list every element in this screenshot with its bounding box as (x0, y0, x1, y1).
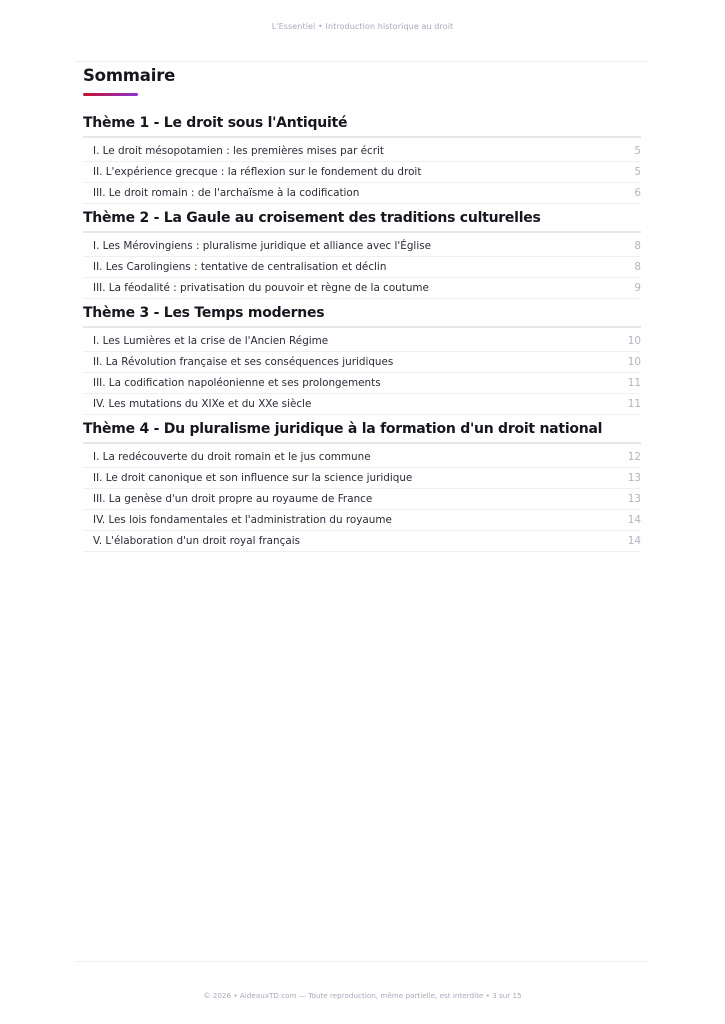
toc-entry-label: II. Les Carolingiens : tentative de centralisation et déclin (93, 261, 387, 273)
toc-entry-label: II. Le droit canonique et son influence sur la science juridique (93, 472, 413, 484)
toc-entry[interactable] (83, 162, 641, 183)
page-title: Sommaire (83, 66, 176, 85)
toc-entry-page: 10 (627, 356, 641, 368)
toc-entry-page: 14 (627, 514, 641, 526)
toc-entry[interactable] (83, 257, 641, 278)
toc-entry-label: I. Les Mérovingiens : pluralisme juridique et alliance avec l'Église (93, 240, 432, 252)
toc-entry-label: II. L'expérience grecque : la réflexion sur le fondement du droit (93, 166, 422, 178)
toc-entry-page: 13 (627, 493, 641, 505)
toc-entry-label: IV. Les lois fondamentales et l'administration du royaume (93, 514, 392, 526)
toc-entry[interactable] (83, 510, 641, 531)
toc-entry[interactable] (83, 141, 641, 162)
table-of-contents (83, 66, 641, 552)
toc-entry-label: I. La redécouverte du droit romain et le jus commune (93, 451, 371, 463)
toc-entry[interactable] (83, 278, 641, 299)
theme-title: Thème 1 - Le droit sous l'Antiquité (83, 114, 641, 138)
toc-entry-page: 6 (634, 187, 641, 199)
toc-entry-label: III. La codification napoléonienne et ses prolongements (93, 377, 381, 389)
toc-entry[interactable] (83, 331, 641, 352)
toc-entry-page: 12 (627, 451, 641, 463)
footer-divider (75, 961, 648, 962)
page-footer: © 2026 • AideauxTD.com — Toute reproduction, même partielle, est interdite • 3 sur 15 (203, 991, 522, 1000)
toc-entry[interactable] (83, 352, 641, 373)
toc-entry-page: 10 (627, 335, 641, 347)
toc-entry-label: I. Le droit mésopotamien : les premières mises par écrit (93, 145, 384, 157)
theme-title: Thème 3 - Les Temps modernes (83, 304, 641, 328)
toc-entry[interactable] (83, 447, 641, 468)
toc-entry-label: IV. Les mutations du XIXe et du XXe siècle (93, 398, 312, 410)
toc-entry[interactable] (83, 468, 641, 489)
toc-entry-label: I. Les Lumières et la crise de l'Ancien Régime (93, 335, 329, 347)
toc-entry[interactable] (83, 236, 641, 257)
header-divider (75, 61, 648, 62)
title-accent-underline (83, 93, 138, 96)
theme-section (83, 114, 641, 204)
toc-entry-page: 8 (634, 261, 641, 273)
toc-entry[interactable] (83, 489, 641, 510)
running-header: L'Essentiel • Introduction historique au droit (271, 22, 454, 31)
toc-entry-page: 8 (634, 240, 641, 252)
toc-entry-page: 14 (627, 535, 641, 547)
toc-entry-label: III. Le droit romain : de l'archaïsme à la codification (93, 187, 360, 199)
theme-section (83, 209, 641, 299)
theme-title: Thème 4 - Du pluralisme juridique à la formation d'un droit national (83, 420, 641, 444)
toc-entry[interactable] (83, 183, 641, 204)
toc-entry-page: 5 (634, 145, 641, 157)
toc-entry-label: II. La Révolution française et ses conséquences juridiques (93, 356, 394, 368)
toc-entry[interactable] (83, 373, 641, 394)
theme-section (83, 304, 641, 415)
toc-entry-label: III. La féodalité : privatisation du pouvoir et règne de la coutume (93, 282, 429, 294)
toc-entry-page: 5 (634, 166, 641, 178)
toc-entry[interactable] (83, 531, 641, 552)
toc-entry-page: 9 (634, 282, 641, 294)
toc-entry-label: V. L'élaboration d'un droit royal français (93, 535, 301, 547)
toc-entry-page: 11 (627, 398, 641, 410)
theme-section (83, 420, 641, 552)
toc-entry-page: 13 (627, 472, 641, 484)
theme-title: Thème 2 - La Gaule au croisement des traditions culturelles (83, 209, 641, 233)
toc-entry-label: III. La genèse d'un droit propre au royaume de France (93, 493, 373, 505)
toc-entry-page: 11 (627, 377, 641, 389)
toc-entry[interactable] (83, 394, 641, 415)
